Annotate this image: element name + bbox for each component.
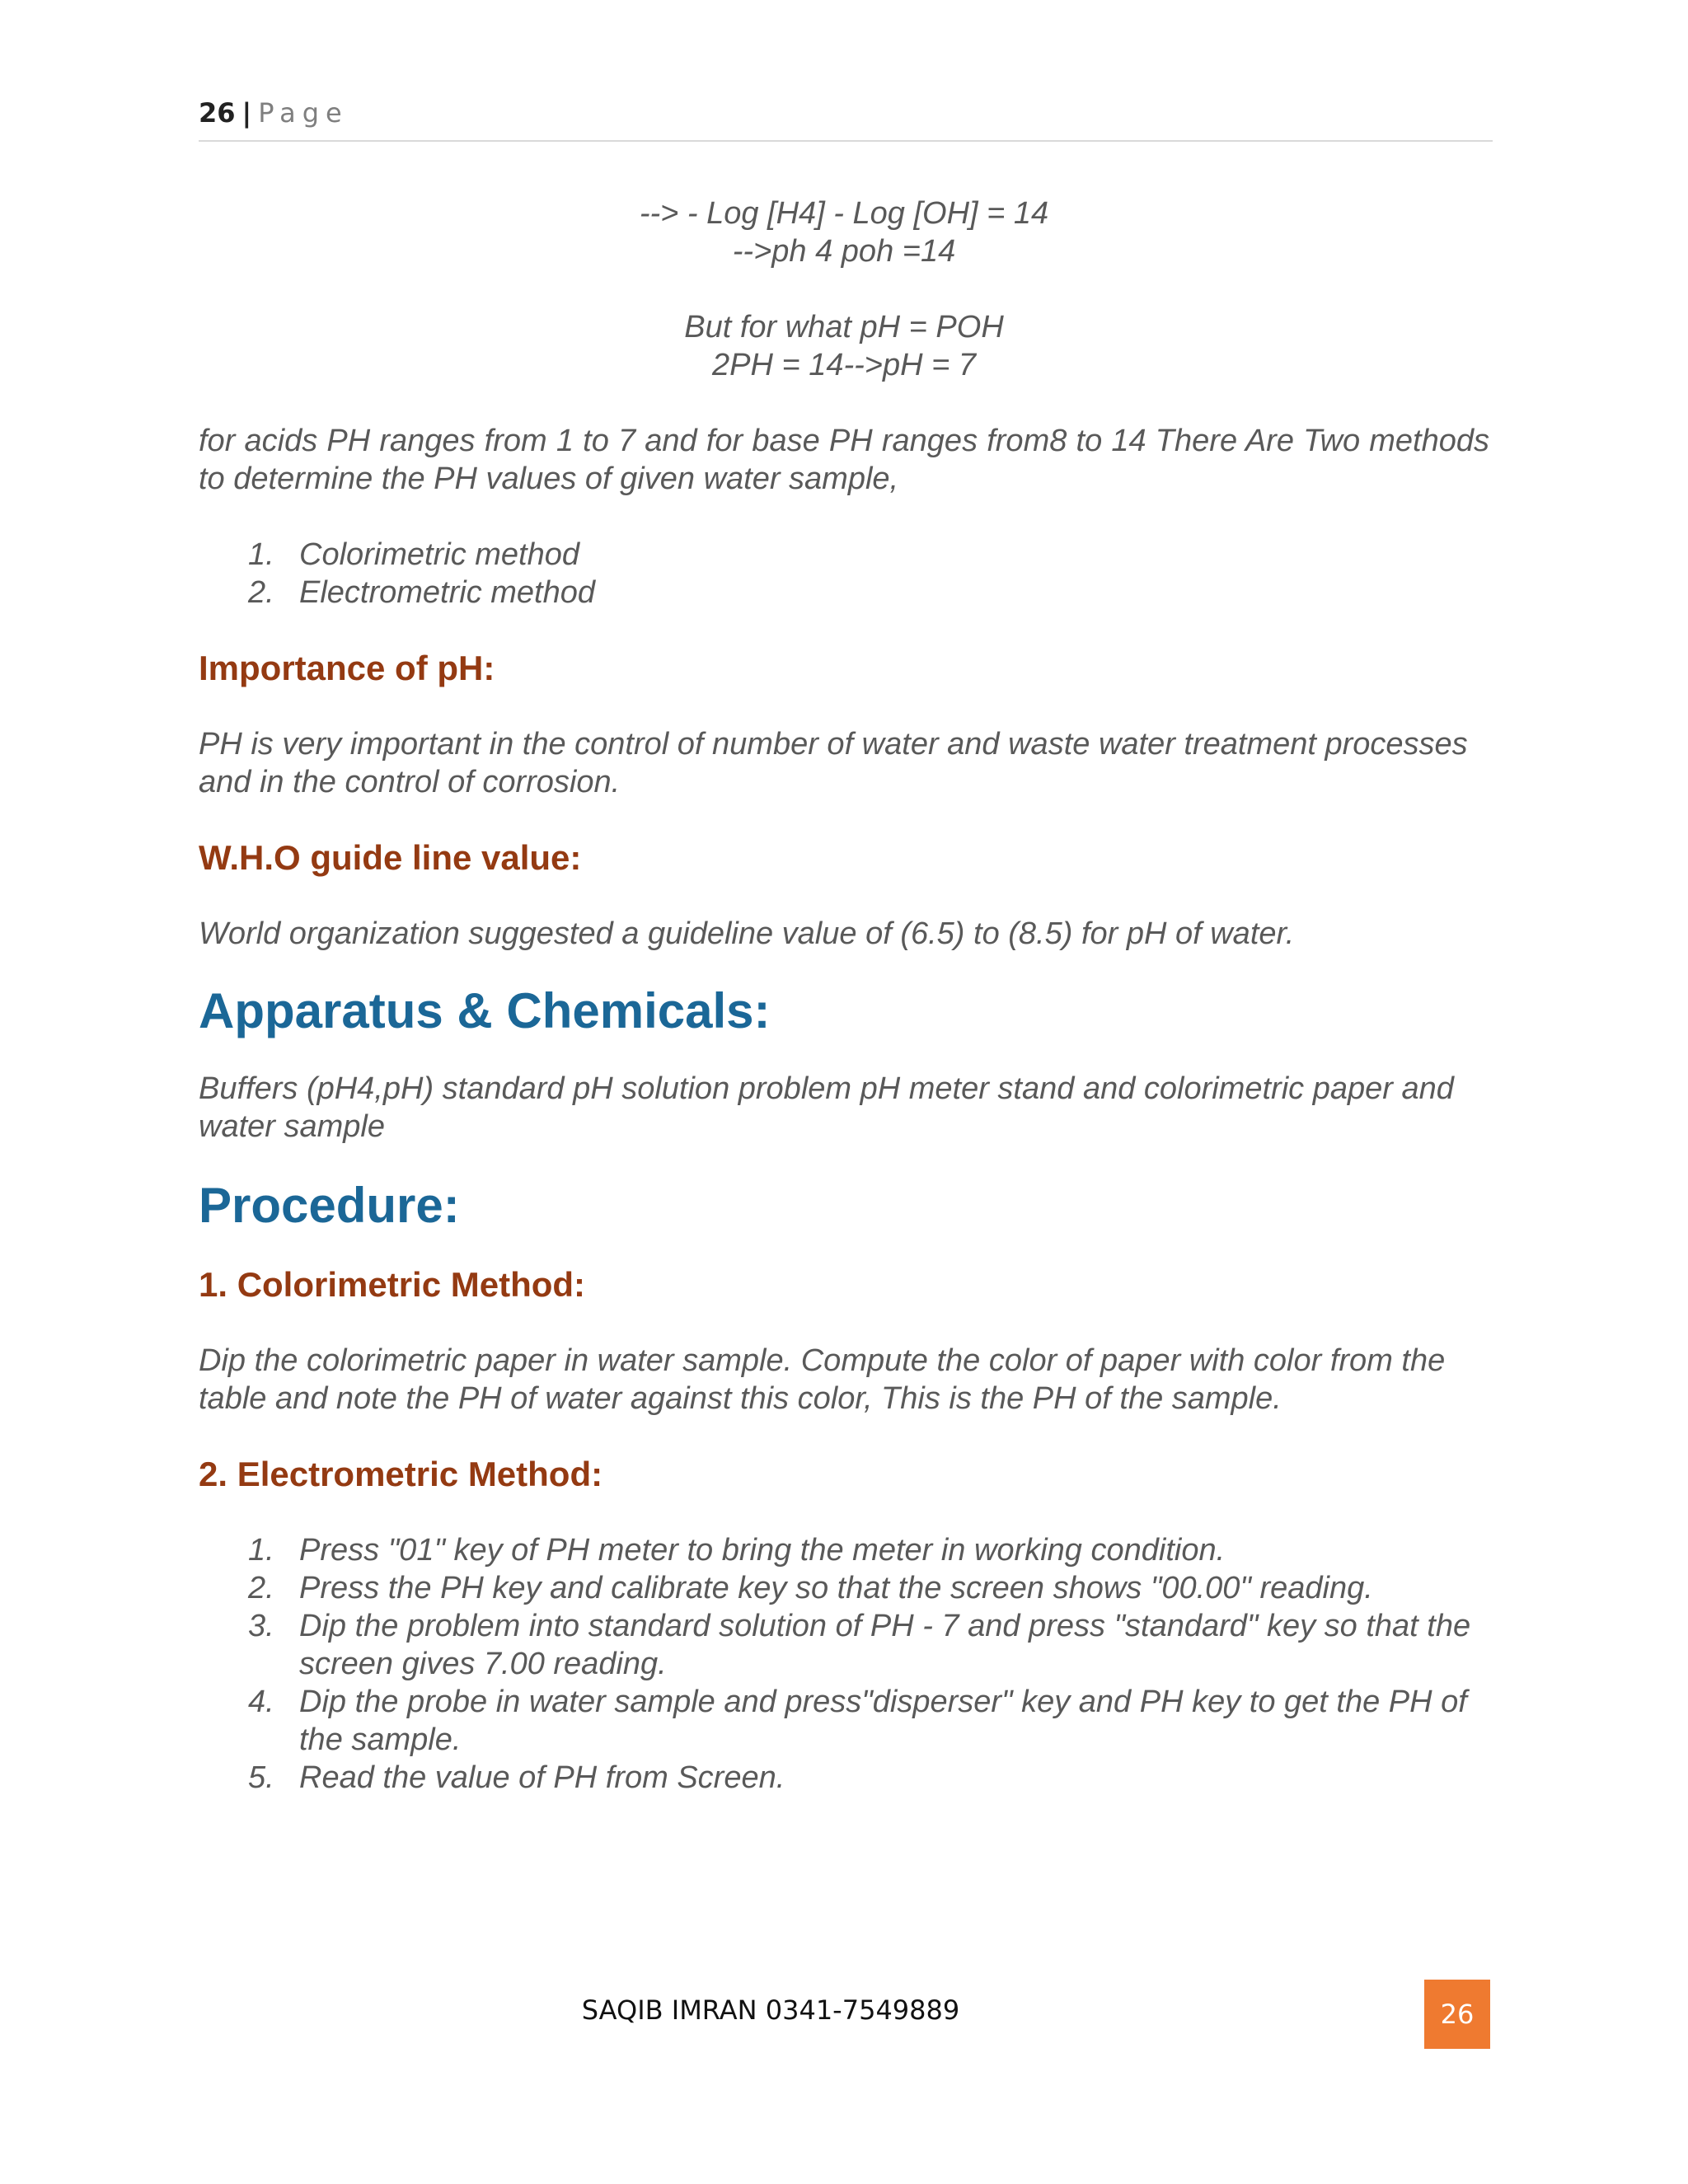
list-text: Press "01" key of PH meter to bring the meter in working condition. [299, 1533, 1226, 1568]
footer-page-box: 26 [1424, 1980, 1490, 2049]
procedure-heading: Procedure: [199, 1178, 460, 1233]
list-item [199, 1531, 1489, 1569]
list-number: 1. [248, 1533, 274, 1568]
colorimetric-text: Dip the colorimetric paper in water sample. Compute the color of paper with color from the table and note the PH of water against this color, This is the PH of the sample. [199, 1343, 1446, 1416]
importance-text: PH is very important in the control of number of water and waste water treatment processes and in the control of corrosion. [199, 727, 1468, 799]
list-text: Read the value of PH from Screen. [299, 1760, 785, 1795]
list-number: 1. [248, 537, 274, 572]
list-text: Electrometric method [299, 575, 596, 610]
list-item [199, 574, 1489, 612]
electrometric-heading: 2. Electrometric Method: [199, 1455, 603, 1493]
methods-list [199, 536, 1489, 612]
document-body [199, 194, 1489, 1797]
equation-line: --> - Log [H4] - Log [OH] = 14 [639, 196, 1049, 231]
who-text: World organization suggested a guideline value of (6.5) to (8.5) for pH of water. [199, 916, 1295, 951]
list-text: Dip the problem into standard solution of PH - 7 and press "standard" key so that the screen gives 7.00 reading. [299, 1609, 1471, 1681]
importance-heading: Importance of pH: [199, 649, 495, 687]
equation-line: -->ph 4 poh =14 [732, 234, 956, 269]
header-separator: | [241, 97, 252, 129]
list-number: 3. [248, 1609, 274, 1643]
apparatus-heading: Apparatus & Chemicals: [199, 983, 771, 1038]
list-number: 4. [248, 1685, 274, 1719]
list-item [199, 536, 1489, 574]
equation-line: But for what pH = POH [684, 310, 1004, 344]
header-page-word: Page [258, 97, 349, 129]
list-number: 2. [248, 1571, 274, 1605]
intro-paragraph: for acids PH ranges from 1 to 7 and for base PH ranges from8 to 14 There Are Two methods to determine the PH values of given water sample, [199, 424, 1489, 496]
list-item [199, 1683, 1489, 1759]
list-number: 5. [248, 1760, 274, 1795]
electrometric-steps [199, 1531, 1489, 1797]
list-text: Press the PH key and calibrate key so that the screen shows "00.00" reading. [299, 1571, 1373, 1605]
list-text: Dip the probe in water sample and press"disperser" key and PH key to get the PH of the sample. [299, 1685, 1467, 1757]
who-heading: W.H.O guide line value: [199, 838, 582, 877]
list-number: 2. [248, 575, 274, 610]
page-header [199, 97, 1493, 142]
apparatus-text: Buffers (pH4,pH) standard pH solution problem pH meter stand and colorimetric paper and water sample [199, 1071, 1454, 1144]
footer-author: SAQIB IMRAN 0341-7549889 [581, 1994, 960, 2026]
equation-line: 2PH = 14-->pH = 7 [711, 348, 976, 382]
list-item [199, 1607, 1489, 1683]
header-page-number: 26 [199, 97, 236, 129]
list-text: Colorimetric method [299, 537, 579, 572]
list-item [199, 1759, 1489, 1797]
colorimetric-heading: 1. Colorimetric Method: [199, 1265, 586, 1304]
list-item [199, 1569, 1489, 1607]
